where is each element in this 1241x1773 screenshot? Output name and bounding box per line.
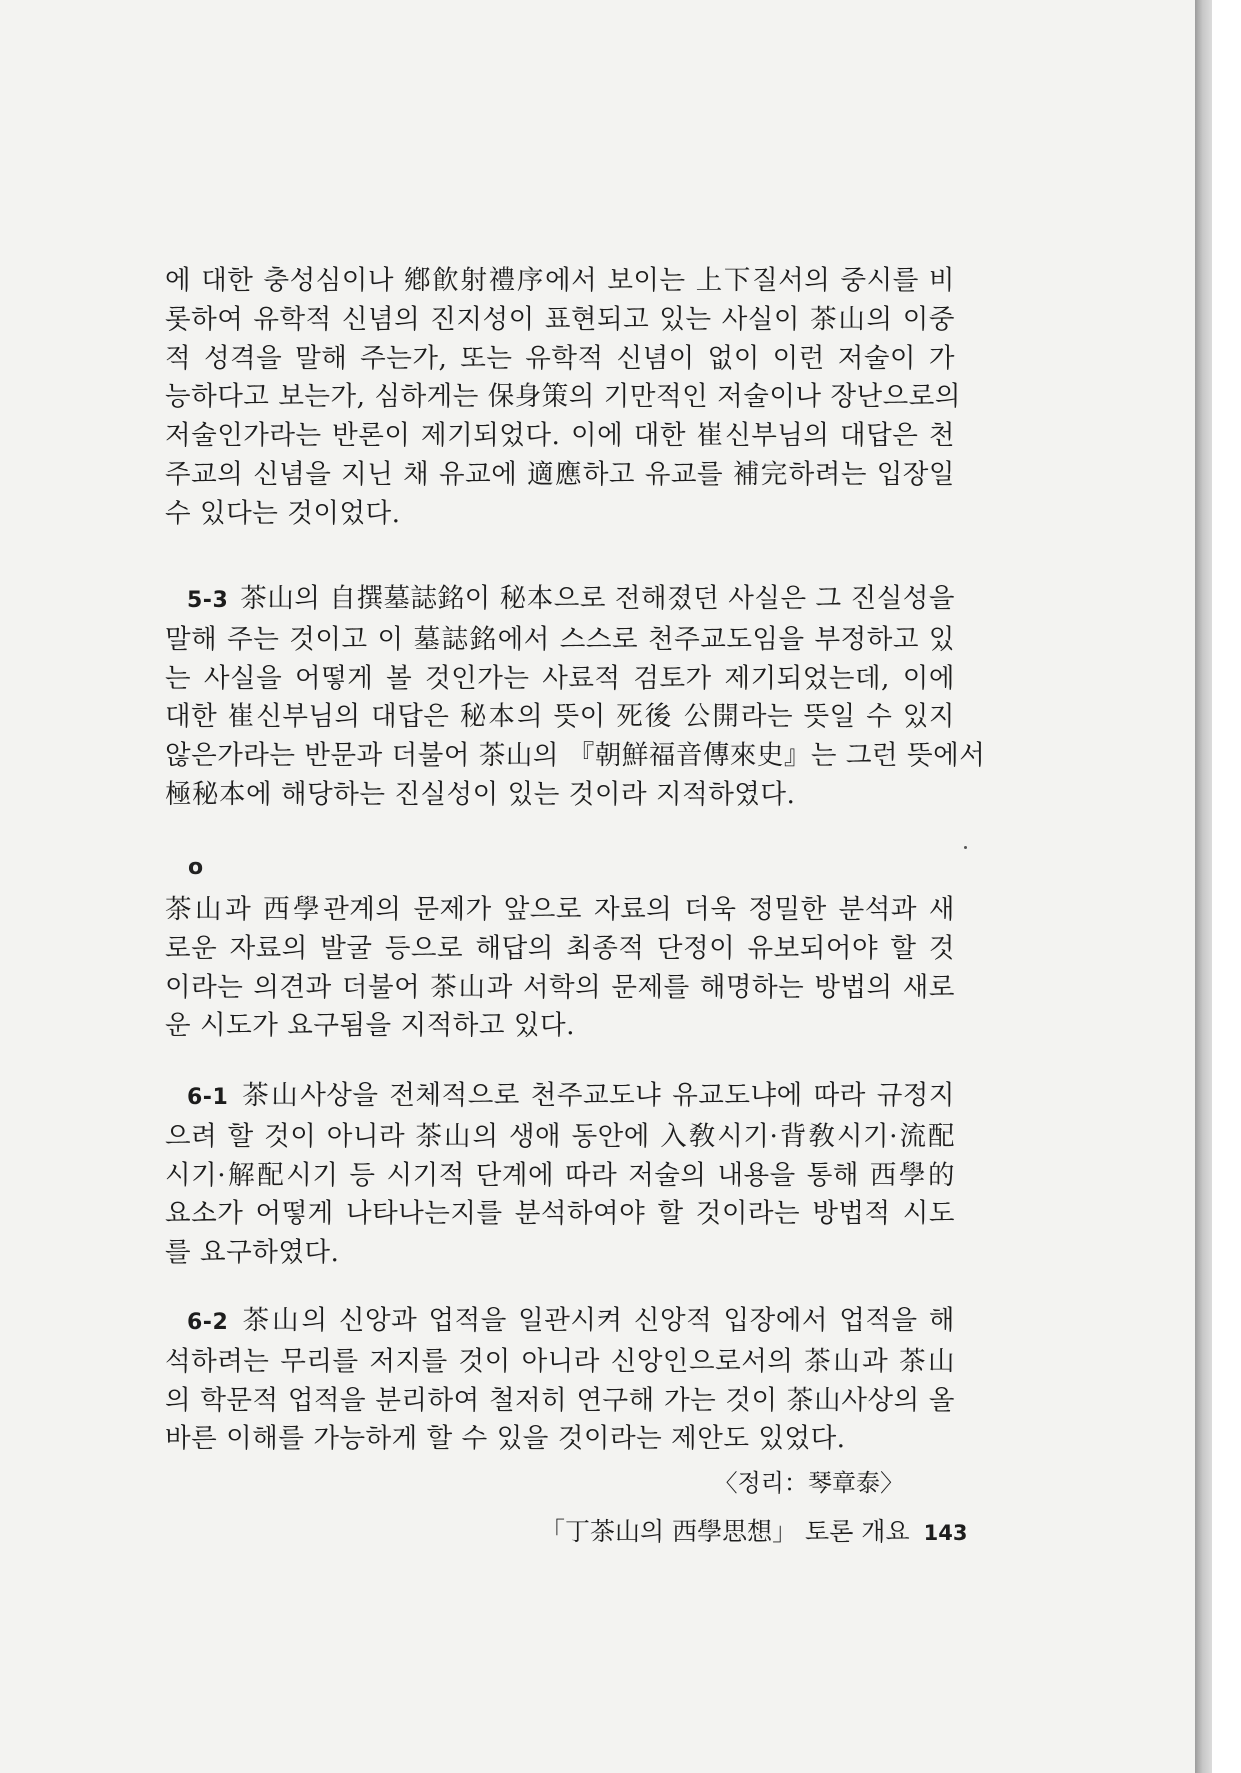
print-speck — [964, 846, 967, 849]
text-line: 대한 崔신부님의 대답은 秘本의 뜻이 死後 公開라는 뜻일 수 있지 — [165, 701, 955, 733]
text-line: 요소가 어떻게 나타나는지를 분석하여야 할 것이라는 방법적 시도 — [165, 1198, 955, 1230]
text-line: 이라는 의견과 더불어 茶山과 서학의 문제를 해명하는 방법의 새로 — [165, 971, 955, 1003]
paragraph-5-3 — [165, 580, 986, 815]
text-line-body: 茶山의 신앙과 업적을 일관시켜 신앙적 입장에서 업적을 해 — [240, 1305, 955, 1336]
text-line — [165, 1302, 955, 1343]
text-line: 말해 주는 것이고 이 墓誌銘에서 스스로 천주교도임을 부정하고 있 — [165, 623, 955, 655]
text-line — [165, 1077, 955, 1118]
text-line-body: 茶山사상을 전체적으로 천주교도냐 유교도냐에 따라 규정지 — [240, 1080, 955, 1111]
paragraph-6-1 — [165, 1077, 955, 1273]
text-line: 저술인가라는 반론이 제기되었다. 이에 대한 崔신부님의 대답은 천 — [165, 420, 955, 452]
text-line: 능하다고 보는가, 심하게는 保身策의 기만적인 저술이나 장난으로의 — [165, 381, 961, 413]
text-line-body: 茶山의 自撰墓誌銘이 秘本으로 전해졌던 사실은 그 진실성을 — [240, 583, 955, 614]
text-line — [165, 580, 955, 621]
text-line: 으려 할 것이 아니라 茶山의 생애 동안에 入敎시기·背敎시기·流配 — [165, 1120, 955, 1152]
text-line: 적 성격을 말해 주는가, 또는 유학적 신념이 없이 이런 저술이 가 — [165, 342, 955, 374]
text-line: 의 학문적 업적을 분리하여 철저히 연구해 가는 것이 茶山사상의 올 — [165, 1384, 955, 1416]
section-marker: o — [188, 855, 204, 880]
paragraph-3 — [165, 891, 955, 1046]
section-number: 6-2 — [187, 1310, 229, 1335]
page-number: 143 — [923, 1521, 968, 1545]
paragraph-1 — [165, 262, 961, 534]
editor-credit: 〈정리：琴章泰〉 — [713, 1469, 904, 1497]
text-line: 롯하여 유학적 신념의 진지성이 표현되고 있는 사실이 茶山의 이중 — [165, 303, 955, 335]
text-line: 에 대한 충성심이나 鄕飮射禮序에서 보이는 上下질서의 중시를 비 — [165, 265, 955, 296]
text-line: 는 사실을 어떻게 볼 것인가는 사료적 검토가 제기되었는데, 이에 — [165, 662, 955, 694]
text-line: 운 시도가 요구됨을 지적하고 있다. — [165, 1010, 576, 1042]
text-line: 極秘本에 해당하는 진실성이 있는 것이라 지적하였다. — [165, 778, 796, 810]
text-line: 茶山과 西學관계의 문제가 앞으로 자료의 더욱 정밀한 분석과 새 — [165, 894, 955, 925]
page-margin — [1212, 0, 1241, 1773]
paragraph-6-2 — [165, 1302, 955, 1459]
text-line: 석하려는 무리를 저지를 것이 아니라 신앙인으로서의 茶山과 茶山 — [165, 1345, 955, 1377]
text-line: 바른 이해를 가능하게 할 수 있을 것이라는 제안도 있었다. — [165, 1423, 846, 1455]
text-line: 수 있다는 것이었다. — [165, 497, 401, 529]
text-line: 주교의 신념을 지닌 채 유교에 適應하고 유교를 補完하려는 입장일 — [165, 458, 955, 490]
text-line: 않은가라는 반문과 더불어 茶山의 『朝鮮福音傳來史』는 그런 뜻에서 — [165, 740, 986, 772]
page-footer — [540, 1512, 967, 1548]
text-line: 로운 자료의 발굴 등으로 해답의 최종적 단정이 유보되어야 할 것 — [165, 932, 955, 964]
text-line: 를 요구하였다. — [165, 1237, 340, 1269]
section-number: 5-3 — [187, 588, 229, 613]
section-number: 6-1 — [187, 1085, 229, 1110]
text-line: 시기·解配시기 등 시기적 단계에 따라 저술의 내용을 통해 西學的 — [165, 1159, 955, 1191]
running-title: 「丁茶山의 西學思想」 토론 개요 — [540, 1517, 910, 1546]
